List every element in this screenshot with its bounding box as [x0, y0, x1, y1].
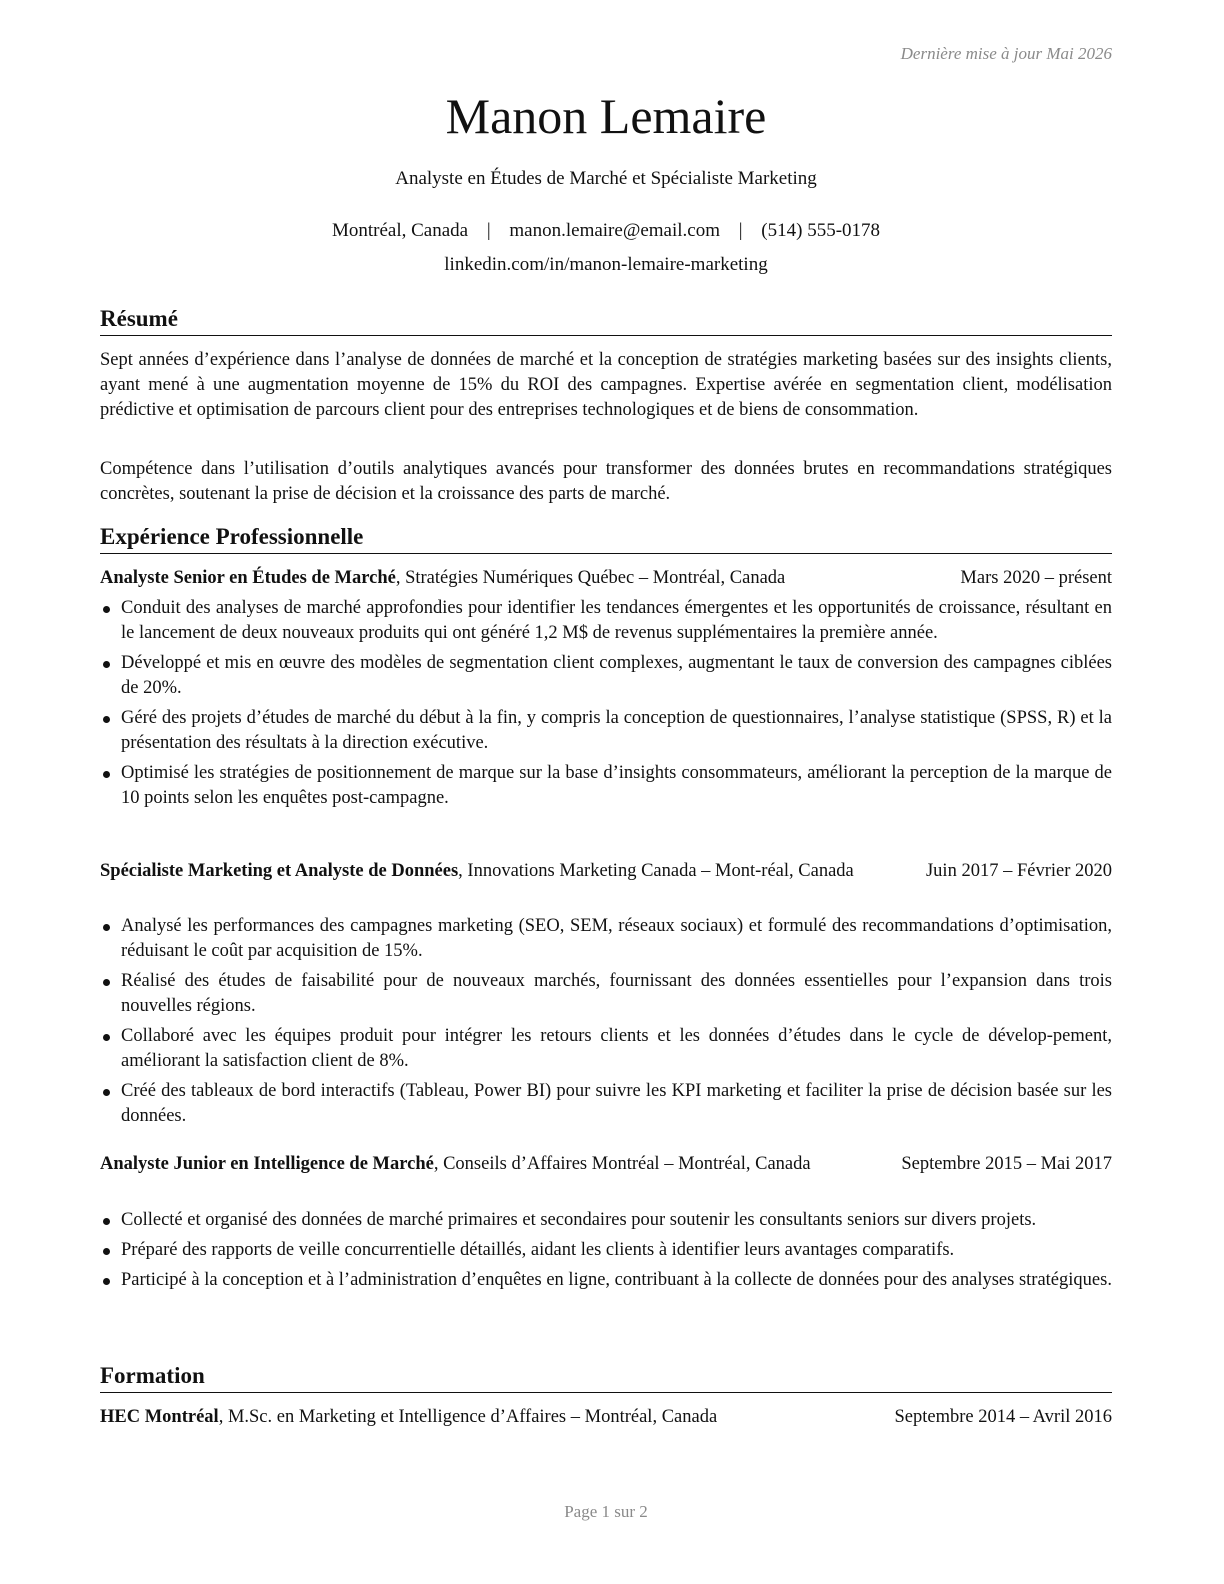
job-company: , Stratégies Numériques Québec – Montréal, Canada [395, 568, 786, 588]
job-dates: Juin 2017 – Février 2020 [925, 861, 1112, 881]
education-entry [100, 1405, 1112, 1455]
separator: | [486, 220, 491, 241]
job-header [100, 566, 1112, 591]
linkedin-link[interactable]: linkedin.com/in/manon-lemaire-marketing [444, 254, 768, 275]
phone-number: (514) 555-0178 [761, 220, 881, 241]
education-dates: Septembre 2014 – Avril 2016 [894, 1407, 1112, 1427]
list-item: Participé à la conception et à l’administration d’enquêtes en ligne, contribuant à la collecte de données pour des analyses stratégiques. [100, 1268, 1112, 1293]
candidate-title: Analyste en Études de Marché et Spécialiste Marketing [395, 168, 817, 189]
job-bullets [100, 1208, 1112, 1298]
job-role: Spécialiste Marketing et Analyste de Données [100, 861, 459, 881]
list-item: Collecté et organisé des données de marché primaires et secondaires pour soutenir les consultants seniors sur divers projets. [100, 1208, 1112, 1233]
summary-paragraph: Sept années d’expérience dans l’analyse de données de marché et la conception de stratégies marketing basées sur des insights clients, ayant mené à une augmentation moyenne de 15% du ROI des campagnes. Expertise avérée en segmentation client, modélisation prédictive et optimisation de parcours client pour des entreprises technologiques et de biens de consommation. [100, 350, 1112, 420]
location: Montréal, Canada [331, 220, 469, 241]
job-role: Analyste Junior en Intelligence de Marché [100, 1154, 434, 1174]
degree: , M.Sc. en Marketing et Intelligence d’Affaires – Montréal, Canada [218, 1407, 718, 1427]
job-company: , Conseils d’Affaires Montréal – Montréal, Canada [433, 1154, 811, 1174]
section-heading-summary: Résumé [100, 305, 1112, 336]
job-header [100, 859, 1112, 909]
job-role: Analyste Senior en Études de Marché [100, 568, 396, 588]
list-item: Géré des projets d’études de marché du début à la fin, y compris la conception de questionnaires, l’analyse statistique (SPSS, R) et la présentation des résultats à la direction exécutive. [100, 706, 1112, 756]
job-company: , Innovations Marketing Canada – Mont-réal, Canada [458, 861, 854, 881]
job-dates: Mars 2020 – présent [960, 568, 1112, 588]
list-item: Préparé des rapports de veille concurrentielle détaillés, aidant les clients à identifier leurs avantages comparatifs. [100, 1238, 1112, 1263]
job-bullets [100, 596, 1112, 816]
list-item: Analysé les performances des campagnes marketing (SEO, SEM, réseaux sociaux) et formulé des recommandations d’optimisation, réduisant le coût par acquisition de 15%. [100, 914, 1112, 964]
job-header [100, 1152, 1112, 1202]
resume-page [100, 0, 1112, 1584]
school-name: HEC Montréal [100, 1407, 219, 1427]
section-heading-education: Formation [100, 1362, 1112, 1393]
candidate-name: Manon Lemaire [445, 88, 767, 144]
job-bullets [100, 914, 1112, 1134]
list-item: Optimisé les stratégies de positionnement de marque sur la base d’insights consommateurs, améliorant la perception de la marque de 10 points selon les enquêtes post-campagne. [100, 761, 1112, 811]
list-item: Collaboré avec les équipes produit pour intégrer les retours clients et les données d’études dans le cycle de dévelop-pement, améliorant la satisfaction client de 8%. [100, 1024, 1112, 1074]
separator: | [738, 220, 743, 241]
list-item: Développé et mis en œuvre des modèles de segmentation client complexes, augmentant le taux de conversion des campagnes ciblées de 20%. [100, 651, 1112, 701]
list-item: Créé des tableaux de bord interactifs (Tableau, Power BI) pour suivre les KPI marketing et faciliter la prise de décision basée sur les données. [100, 1079, 1112, 1129]
job-dates: Septembre 2015 – Mai 2017 [901, 1154, 1112, 1174]
section-heading-experience: Expérience Professionnelle [100, 523, 1112, 554]
last-updated: Dernière mise à jour Mai 2026 [900, 44, 1112, 63]
contact-line [100, 219, 1112, 243]
summary-paragraph: Compétence dans l’utilisation d’outils analytiques avancés pour transformer des données brutes en recommandations stratégiques concrètes, soutenant la prise de décision et la croissance des parts de marché. [100, 459, 1112, 504]
email-link[interactable]: manon.lemaire@email.com [509, 220, 720, 241]
list-item: Conduit des analyses de marché approfondies pour identifier les tendances émergentes et les opportunités de croissance, résultant en le lancement de deux nouveaux produits qui ont généré 1,2 M$ de revenus supplémentaires la première année. [100, 596, 1112, 646]
list-item: Réalisé des études de faisabilité pour de nouveaux marchés, fournissant des données essentielles pour l’expansion dans trois nouvelles régions. [100, 969, 1112, 1019]
page-number: Page 1 sur 2 [564, 1502, 648, 1521]
